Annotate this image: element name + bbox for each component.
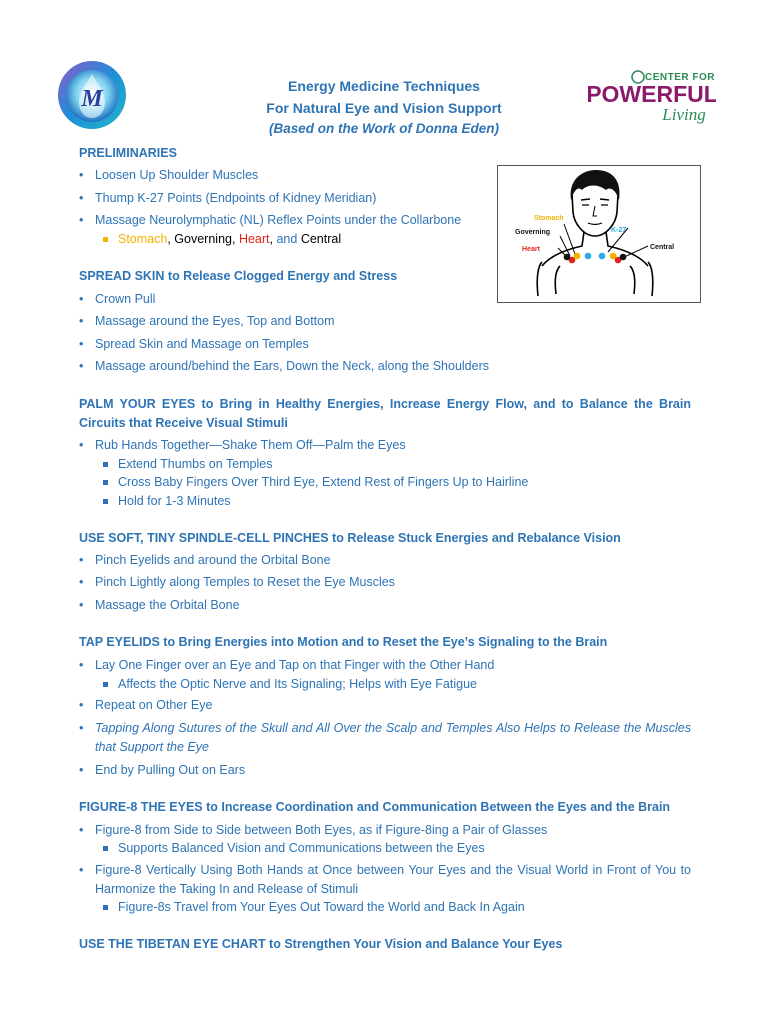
- diagram-label-governing: Governing: [515, 229, 551, 236]
- section-heading-preliminaries: PRELIMINARIES: [79, 146, 177, 160]
- list-item: • Pinch Lightly along Temples to Reset the Eye Muscles: [79, 573, 691, 592]
- diagram-label-central: Central: [650, 244, 675, 251]
- logo-script-text: Living: [662, 105, 706, 124]
- diagram-label-k27: K-27: [611, 227, 627, 234]
- list-item: • End by Pulling Out on Ears: [79, 761, 691, 780]
- list-item: • Figure-8 Vertically Using Both Hands at Once between Your Eyes and the Visual World in Front of You to Harmonize the Taking In and Release of Stimuli: [79, 861, 691, 899]
- logo-main-text: POWERFUL: [588, 81, 716, 107]
- diagram-label-heart: Heart: [522, 246, 540, 253]
- central-label: Central: [297, 232, 342, 246]
- list-item: • Massage Neurolymphatic (NL) Reflex Points under the Collarbone: [79, 211, 499, 230]
- list-item: • Pinch Eyelids and around the Orbital Bone: [79, 551, 691, 570]
- nl-points-list: Stomach, Governing, Heart, and Central: [101, 230, 491, 249]
- list-item: • Rub Hands Together—Shake Them Off—Palm the Eyes: [79, 436, 691, 455]
- section-heading-palm-eyes: PALM YOUR EYES to Bring in Healthy Energies, Increase Energy Flow, and to Balance the Brain Circuits that Receive Visual Stimuli: [79, 397, 691, 430]
- diagram-label-stomach: Stomach: [534, 215, 564, 222]
- governing-label: Governing: [170, 232, 232, 246]
- list-item: • Repeat on Other Eye: [79, 696, 691, 715]
- list-item: • Spread Skin and Massage on Temples: [79, 335, 691, 354]
- stomach-label: Stomach: [118, 232, 168, 246]
- sub-list-item: Supports Balanced Vision and Communications between the Eyes: [101, 839, 691, 858]
- list-item: • Lay One Finger over an Eye and Tap on that Finger with the Other Hand: [79, 656, 691, 675]
- list-item: • Crown Pull: [79, 290, 691, 309]
- eden-logo: [57, 60, 127, 130]
- sub-list-item: Cross Baby Fingers Over Third Eye, Extend Rest of Fingers Up to Hairline: [101, 473, 691, 492]
- doc-title-line1: Energy Medicine Techniques: [288, 78, 480, 94]
- heart-label: Heart: [235, 232, 270, 246]
- list-item: • Loosen Up Shoulder Muscles: [79, 166, 499, 185]
- section-heading-figure-8: FIGURE-8 THE EYES to Increase Coordination and Communication Between the Eyes and the Brain: [79, 800, 671, 814]
- sub-list-item: Figure-8s Travel from Your Eyes Out Toward the World and Back In Again: [101, 898, 691, 917]
- section-heading-tap-eyelids: TAP EYELIDS to Bring Energies into Motion and to Reset the Eye’s Signaling to the Brain: [79, 635, 608, 649]
- list-item: • Thump K-27 Points (Endpoints of Kidney Meridian): [79, 189, 499, 208]
- list-item: • Massage the Orbital Bone: [79, 596, 691, 615]
- list-item: • Figure-8 from Side to Side between Both Eyes, as if Figure-8ing a Pair of Glasses: [79, 821, 691, 840]
- doc-subtitle: (Based on the Work of Donna Eden): [268, 121, 499, 136]
- doc-title-line2: For Natural Eye and Vision Support: [266, 100, 502, 116]
- section-heading-pinches: USE SOFT, TINY SPINDLE-CELL PINCHES to Release Stuck Energies and Rebalance Vision: [79, 531, 621, 545]
- sub-list-item: Affects the Optic Nerve and Its Signaling; Helps with Eye Fatigue: [101, 675, 691, 694]
- section-heading-spread-skin: SPREAD SKIN to Release Clogged Energy and Stress: [79, 269, 398, 283]
- sub-list-item: Hold for 1-3 Minutes: [101, 492, 691, 511]
- sub-list-item: Extend Thumbs on Temples: [101, 455, 691, 474]
- list-item: • Tapping Along Sutures of the Skull and All Over the Scalp and Temples Also Helps to Release the Muscles that Support the Eye: [79, 719, 691, 757]
- list-item: • Massage around the Eyes, Top and Bottom: [79, 312, 691, 331]
- logo-letter: M: [81, 86, 103, 112]
- list-item: • Massage around/behind the Ears, Down the Neck, along the Shoulders: [79, 357, 691, 376]
- logo-top-text: CENTER FOR: [645, 72, 715, 83]
- section-heading-tibetan-eye-chart: USE THE TIBETAN EYE CHART to Strengthen Your Vision and Balance Your Eyes: [79, 937, 563, 951]
- powerful-living-logo: [588, 68, 716, 126]
